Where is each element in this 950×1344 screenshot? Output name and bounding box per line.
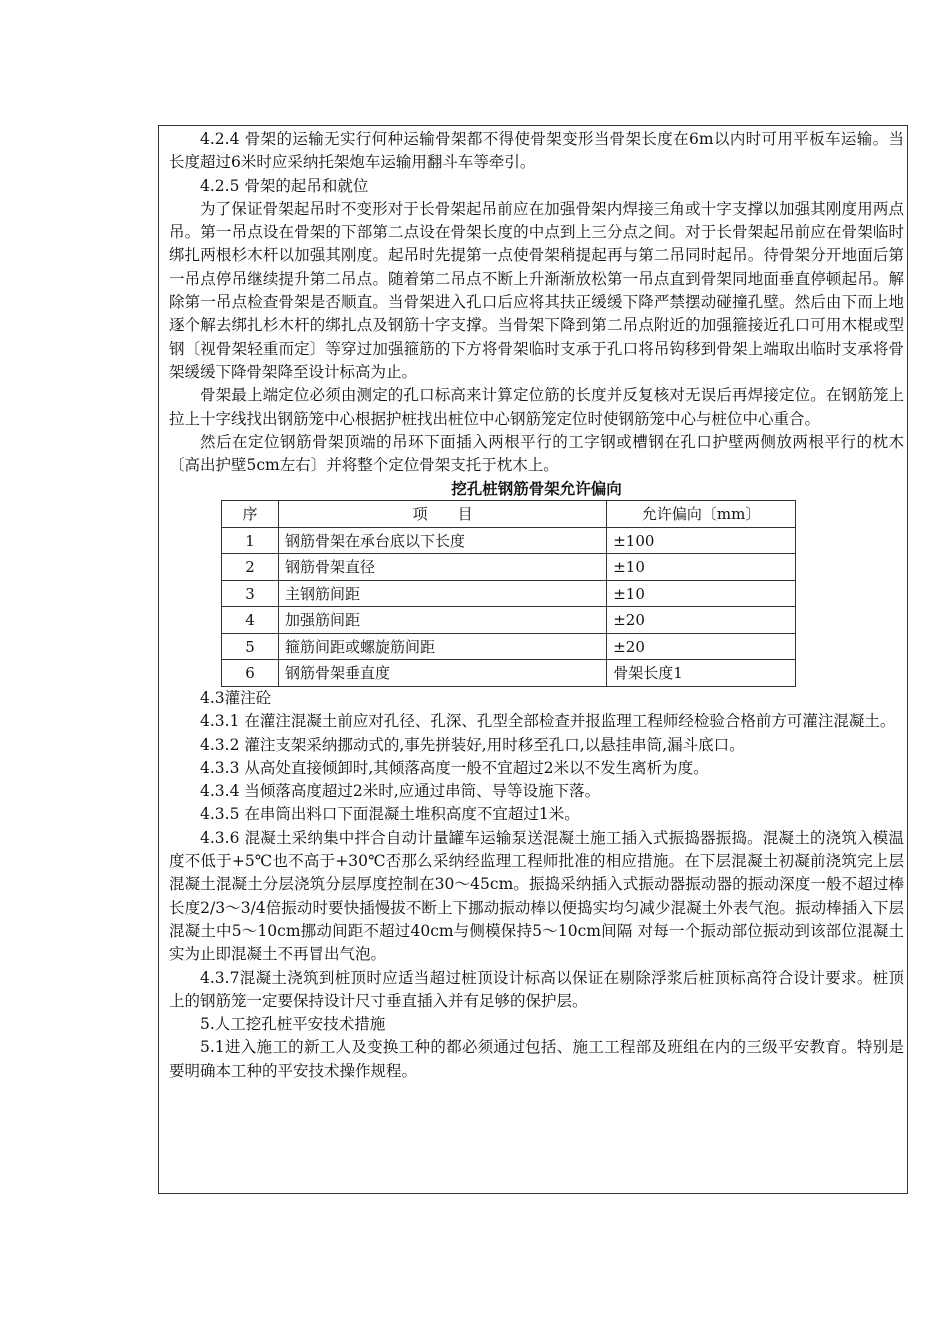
row-index: 6 bbox=[222, 660, 279, 687]
tolerance-table bbox=[221, 500, 796, 687]
paragraph: 4.3.7混凝土浇筑到桩顶时应适当超过桩顶设计标高以保证在剔除浮浆后桩顶标高符合设计要求。桩顶上的钢筋笼一定要保持设计尺寸垂直插入并有足够的保护层。 bbox=[169, 968, 904, 1010]
row-tolerance: ±10 bbox=[607, 580, 796, 607]
paragraph: 4.2.4 骨架的运输无实行何种运输骨架都不得使骨架变形当骨架长度在6m以内时可用平板车运输。当长度超过6米时应采纳托架炮车运输用翻斗车等牵引。 bbox=[169, 130, 904, 172]
paragraph: 4.3.4 当倾落高度超过2米时,应通过串筒、导等设施下落。 bbox=[200, 782, 601, 801]
paragraph: 4.3灌注砼 bbox=[200, 688, 272, 707]
paragraph: 4.3.3 从高处直接倾卸时,其倾落高度一般不宜超过2米以不发生离析为度。 bbox=[200, 758, 709, 777]
table-row bbox=[222, 660, 796, 687]
row-index: 3 bbox=[222, 580, 279, 607]
row-index: 2 bbox=[222, 554, 279, 581]
table-row bbox=[222, 607, 796, 634]
paragraph: 4.3.2 灌注支架采纳挪动式的,事先拼装好,用时移至孔口,以悬挂串筒,漏斗底口。 bbox=[200, 735, 745, 754]
row-item: 钢筋骨架在承台底以下长度 bbox=[278, 527, 606, 554]
paragraph: 5.1进入施工的新工人及变换工种的都必须通过包括、施工工程部及班组在内的三级平安教育。特别是要明确本工种的平安技术操作规程。 bbox=[169, 1038, 904, 1080]
table-row bbox=[222, 527, 796, 554]
row-tolerance: ±10 bbox=[607, 554, 796, 581]
paragraph: 4.2.5 骨架的起吊和就位 bbox=[200, 176, 369, 195]
paragraph: 4.3.6 混凝土采纳集中拌合自动计量罐车运输泵送混凝土施工插入式振捣器振捣。混凝土的浇筑入模温度不低于+5℃也不高于+30℃否那么采纳经监理工程师批准的相应措施。在下层混凝土初凝前浇筑完上层混凝土混凝土分层浇筑分层厚度控制在30～45cm。振捣采纳插入式振动器振动器的振动深度一般不超过棒长度2/3～3/4倍振动时要快插慢拔不断上下挪动振动棒以便捣实均匀减少混凝土外表气泡。振动棒插入下层混凝土中5～10cm挪动间距不超过40cm与侧模保持5～10cm间隔 对每一个振动部位振动到该部位混凝土实为止即混凝土不再冒出气泡。 bbox=[169, 828, 904, 964]
row-item: 主钢筋间距 bbox=[278, 580, 606, 607]
row-index: 1 bbox=[222, 527, 279, 554]
document-content bbox=[169, 128, 904, 1083]
row-item: 钢筋骨架垂直度 bbox=[278, 660, 606, 687]
row-tolerance: ±100 bbox=[607, 527, 796, 554]
row-tolerance: ±20 bbox=[607, 633, 796, 660]
header-item: 项 目 bbox=[278, 501, 606, 528]
row-index: 4 bbox=[222, 607, 279, 634]
row-tolerance: 骨架长度1 bbox=[607, 660, 796, 687]
table-caption: 挖孔桩钢筋骨架允许偏向 bbox=[451, 479, 622, 499]
paragraphs-bottom bbox=[169, 687, 904, 1083]
table-row bbox=[222, 554, 796, 581]
header-index: 序 bbox=[222, 501, 279, 528]
row-item: 钢筋骨架直径 bbox=[278, 554, 606, 581]
row-index: 5 bbox=[222, 633, 279, 660]
row-item: 箍筋间距或螺旋筋间距 bbox=[278, 633, 606, 660]
paragraph: 骨架最上端定位必须由测定的孔口标高来计算定位筋的长度并反复核对无误后再焊接定位。在钢筋笼上拉上十字线找出钢筋笼中心根据护桩找出桩位中心钢筋笼定位时使钢筋笼中心与桩位中心重合。 bbox=[169, 386, 904, 428]
table-row bbox=[222, 633, 796, 660]
paragraphs-top bbox=[169, 128, 904, 477]
header-tolerance: 允许偏向〔mm〕 bbox=[607, 501, 796, 528]
paragraph: 然后在定位钢筋骨架顶端的吊环下面插入两根平行的工字钢或槽钢在孔口护壁两侧放两根平行的枕木〔高出护壁5cm左右〕并将整个定位骨架支托于枕木上。 bbox=[169, 432, 904, 475]
document-frame bbox=[158, 125, 908, 1194]
table-row bbox=[222, 580, 796, 607]
table-header-row bbox=[222, 501, 796, 528]
row-item: 加强筋间距 bbox=[278, 607, 606, 634]
paragraph: 5.人工挖孔桩平安技术措施 bbox=[200, 1015, 386, 1034]
row-tolerance: ±20 bbox=[607, 607, 796, 634]
paragraph: 为了保证骨架起吊时不变形对于长骨架起吊前应在加强骨架内焊接三角或十字支撑以加强其刚度用两点吊。第一吊点设在骨架的下部第二点设在骨架长度的中点到上三分点之间。对于长骨架起吊前应在骨架临时绑扎两根杉木杆以加强其刚度。起吊时先提第一点使骨架稍提起再与第二吊同时起吊。待骨架分开地面后第一吊点停吊继续提升第二吊点。随着第二吊点不断上升渐渐放松第一吊点直到骨架同地面垂直停顿起吊。解除第一吊点检查骨架是否顺直。当骨架进入孔口后应将其扶正缓缓下降严禁摆动碰撞孔壁。然后由下而上地逐个解去绑扎杉木杆的绑扎点及钢筋十字支撑。当骨架下降到第二吊点附近的加强箍接近孔口可用木棍或型钢〔视骨架轻重而定〕等穿过加强箍筋的下方将骨架临时支承于孔口将吊钩移到骨架上端取出临时支承将骨架缓缓下降骨架降至设计标高为止。 bbox=[169, 199, 904, 381]
paragraph: 4.3.5 在串筒出料口下面混凝土堆积高度不宜超过1米。 bbox=[200, 805, 580, 824]
paragraph: 4.3.1 在灌注混凝土前应对孔径、孔深、孔型全部检查并报监理工程师经检验合格前方可灌注混凝土。 bbox=[200, 712, 896, 731]
